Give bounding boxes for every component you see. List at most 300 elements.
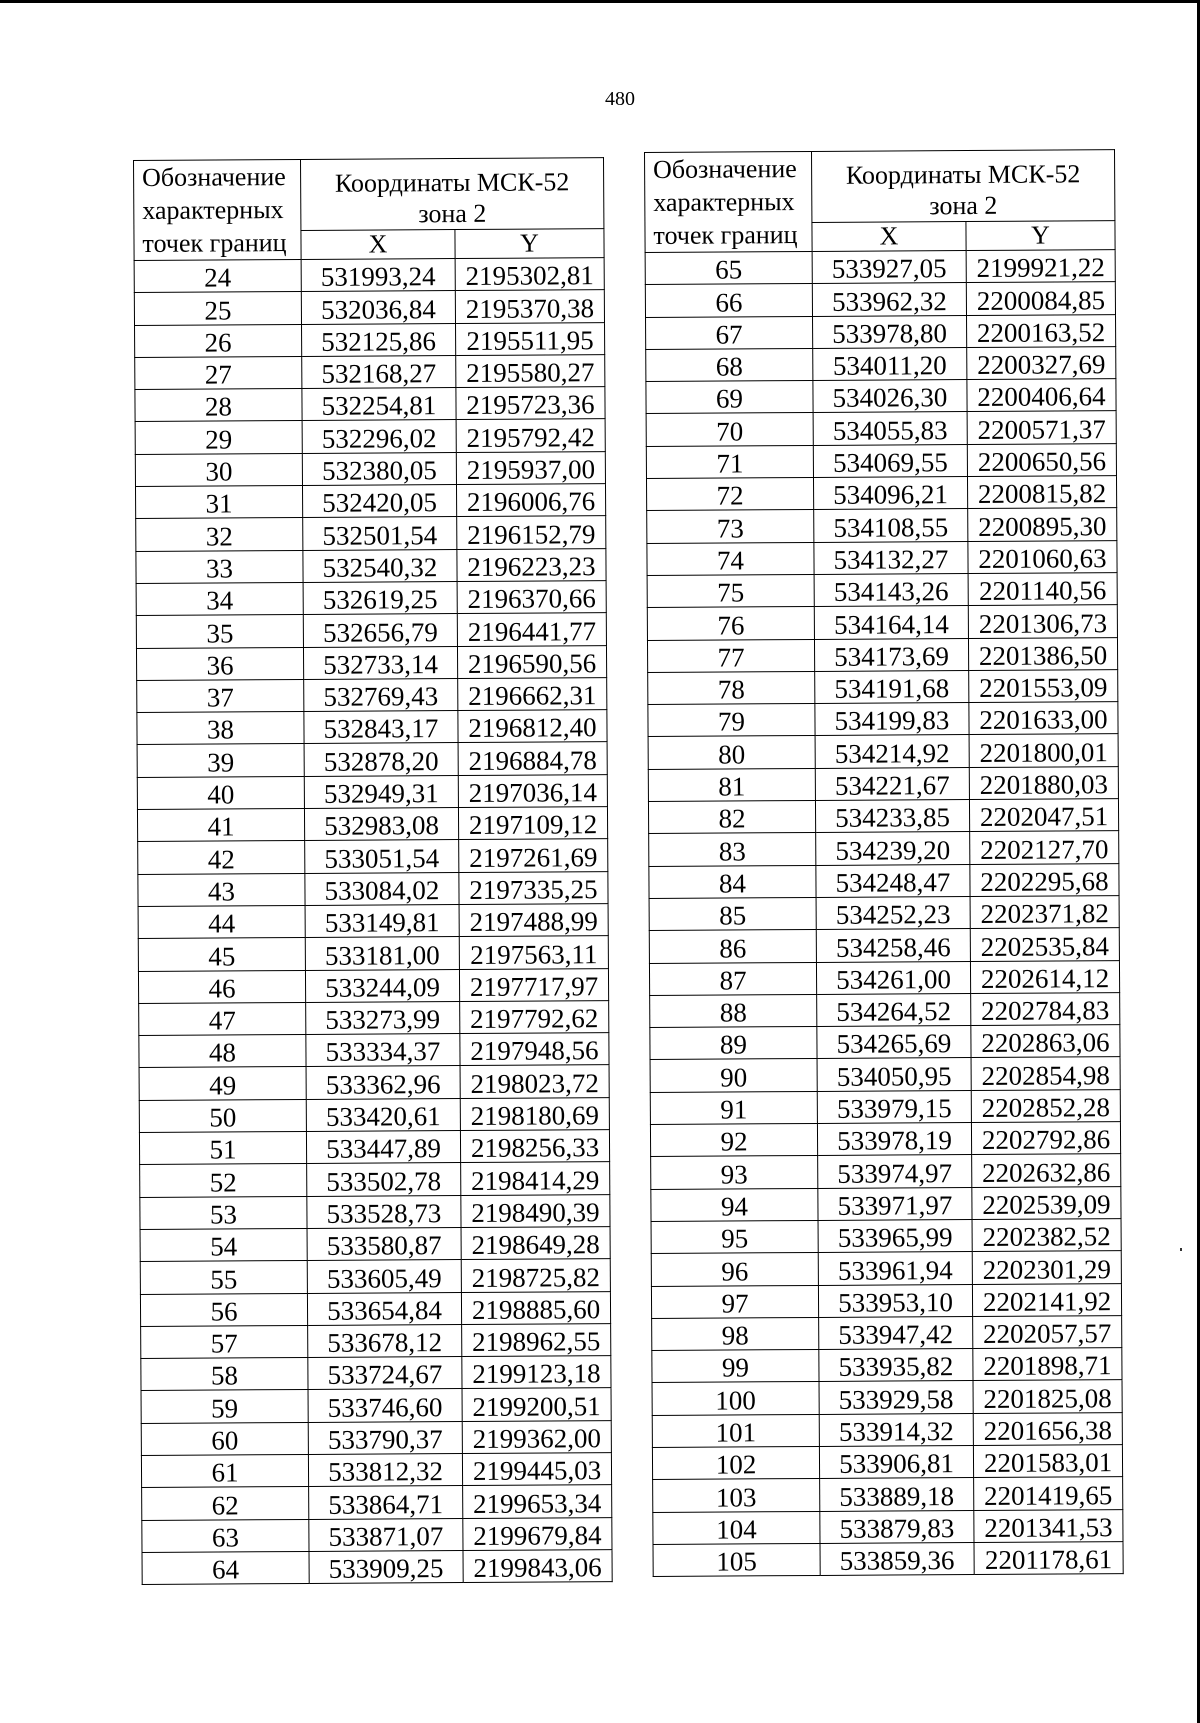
table-row xyxy=(141,1453,611,1488)
x-value-cell: 533273,99 xyxy=(306,1001,460,1034)
point-label-header xyxy=(645,151,813,252)
point-number-cell: 70 xyxy=(646,413,813,446)
y-value-cell: 2195580,27 xyxy=(456,355,605,388)
y-value-cell: 2201898,71 xyxy=(973,1348,1122,1381)
point-number-cell: 104 xyxy=(653,1511,820,1544)
x-value-cell: 532540,32 xyxy=(303,549,457,582)
table-row xyxy=(140,1291,610,1326)
point-number-cell: 44 xyxy=(138,905,305,938)
table-row xyxy=(647,637,1117,672)
y-value-cell: 2198725,82 xyxy=(461,1259,610,1292)
y-value-cell: 2198180,69 xyxy=(460,1097,609,1130)
table-row xyxy=(646,314,1116,349)
point-number-cell: 37 xyxy=(137,679,304,712)
x-column-header: X xyxy=(301,230,455,260)
x-value-cell: 534143,26 xyxy=(814,573,968,606)
point-number-cell: 90 xyxy=(650,1059,817,1092)
y-value-cell: 2202863,06 xyxy=(971,1025,1120,1058)
x-value-cell: 533965,99 xyxy=(818,1219,972,1252)
table-row xyxy=(136,548,606,583)
point-number-cell: 88 xyxy=(650,994,817,1027)
x-value-cell: 533947,42 xyxy=(819,1316,973,1349)
x-value-cell: 533528,73 xyxy=(307,1195,461,1228)
table-row xyxy=(649,863,1119,898)
x-value-cell: 534173,69 xyxy=(814,638,968,671)
y-value-cell: 2202371,82 xyxy=(970,896,1119,929)
y-value-cell: 2202614,12 xyxy=(970,960,1119,993)
point-number-cell: 57 xyxy=(141,1325,308,1358)
y-value-cell: 2198490,39 xyxy=(461,1194,610,1227)
point-number-cell: 27 xyxy=(135,356,302,389)
y-value-cell: 2195302,81 xyxy=(455,258,604,291)
table-row xyxy=(649,831,1119,866)
table-row xyxy=(652,1315,1122,1350)
y-value-cell: 2197261,69 xyxy=(459,839,608,872)
point-number-cell: 91 xyxy=(650,1091,817,1124)
y-value-cell: 2198023,72 xyxy=(460,1065,609,1098)
table-row xyxy=(138,968,608,1003)
point-number-cell: 64 xyxy=(142,1551,309,1584)
x-value-cell: 533879,83 xyxy=(820,1510,974,1543)
x-value-cell: 533654,84 xyxy=(307,1292,461,1325)
table-row xyxy=(141,1420,611,1455)
x-value-cell: 534258,46 xyxy=(816,929,970,962)
point-number-cell: 97 xyxy=(651,1285,818,1318)
table-row xyxy=(135,355,605,390)
table-row xyxy=(134,258,604,293)
point-number-cell: 79 xyxy=(648,704,815,737)
y-value-cell: 2196812,40 xyxy=(458,710,607,743)
x-value-cell: 533961,94 xyxy=(818,1252,972,1285)
x-value-cell: 532843,17 xyxy=(304,711,458,744)
coords-title-header xyxy=(811,150,1114,223)
point-number-cell: 86 xyxy=(649,930,816,963)
x-value-cell: 533790,37 xyxy=(308,1421,462,1454)
y-value-cell: 2195723,36 xyxy=(456,387,605,420)
x-value-cell: 534132,27 xyxy=(814,541,968,574)
y-value-cell: 2196441,77 xyxy=(457,613,606,646)
x-value-cell: 533244,09 xyxy=(305,969,459,1002)
point-number-cell: 45 xyxy=(138,938,305,971)
x-value-cell: 533084,02 xyxy=(305,872,459,905)
x-value-cell: 532501,54 xyxy=(303,517,457,550)
point-number-cell: 94 xyxy=(651,1188,818,1221)
x-value-cell: 533746,60 xyxy=(308,1389,462,1422)
table-row xyxy=(140,1194,610,1229)
point-number-cell: 31 xyxy=(135,486,302,519)
y-value-cell: 2202792,86 xyxy=(971,1122,1120,1155)
x-value-cell: 534096,21 xyxy=(813,477,967,510)
coords-title-line-1: Координаты МСК-52 xyxy=(845,159,1081,190)
x-value-cell: 533978,19 xyxy=(817,1123,971,1156)
point-number-cell: 34 xyxy=(136,582,303,615)
y-value-cell: 2195792,42 xyxy=(456,419,605,452)
y-value-cell: 2197036,14 xyxy=(458,774,607,807)
y-value-cell: 2199123,18 xyxy=(462,1356,611,1389)
table-row xyxy=(653,1477,1123,1512)
table-row xyxy=(652,1412,1122,1447)
point-number-cell: 81 xyxy=(648,768,815,801)
y-value-cell: 2201800,01 xyxy=(969,734,1118,767)
point-number-cell: 24 xyxy=(134,259,301,292)
x-value-cell: 532420,05 xyxy=(302,485,456,518)
table-row xyxy=(647,540,1117,575)
x-value-cell: 531993,24 xyxy=(301,259,455,292)
y-value-cell: 2197335,25 xyxy=(459,871,608,904)
y-value-cell: 2197792,62 xyxy=(460,1000,609,1033)
table-row xyxy=(135,387,605,422)
point-number-cell: 28 xyxy=(135,389,302,422)
y-value-cell: 2195937,00 xyxy=(456,451,605,484)
table-row xyxy=(136,516,606,551)
point-number-cell: 40 xyxy=(137,776,304,809)
table-row xyxy=(135,451,605,486)
x-value-cell: 534199,83 xyxy=(815,703,969,736)
point-number-cell: 83 xyxy=(649,833,816,866)
x-value-cell: 534108,55 xyxy=(814,509,968,542)
y-value-cell: 2198885,60 xyxy=(461,1291,610,1324)
point-number-cell: 52 xyxy=(140,1164,307,1197)
point-number-cell: 72 xyxy=(646,478,813,511)
y-value-cell: 2200163,52 xyxy=(967,314,1116,347)
point-number-cell: 65 xyxy=(645,251,812,284)
x-value-cell: 534233,85 xyxy=(815,800,969,833)
table-row xyxy=(652,1380,1122,1415)
y-value-cell: 2195370,38 xyxy=(455,290,604,323)
point-number-cell: 98 xyxy=(652,1317,819,1350)
table-row xyxy=(651,1154,1121,1189)
point-number-cell: 38 xyxy=(137,712,304,745)
point-number-cell: 78 xyxy=(648,671,815,704)
x-value-cell: 533971,97 xyxy=(818,1187,972,1220)
table-row xyxy=(136,581,606,616)
y-value-cell: 2197563,11 xyxy=(459,936,608,969)
x-value-cell: 532656,79 xyxy=(303,614,457,647)
coordinates-table-left xyxy=(133,157,613,1585)
y-value-cell: 2196152,79 xyxy=(457,516,606,549)
x-value-cell: 533362,96 xyxy=(306,1066,460,1099)
x-value-cell: 533859,36 xyxy=(820,1542,974,1575)
x-value-cell: 533502,78 xyxy=(307,1163,461,1196)
table-row xyxy=(137,710,607,745)
y-value-cell: 2202852,28 xyxy=(971,1089,1120,1122)
point-number-cell: 87 xyxy=(649,962,816,995)
table-row xyxy=(653,1509,1123,1544)
table-row xyxy=(648,734,1118,769)
x-value-cell: 533978,80 xyxy=(813,315,967,348)
y-value-cell: 2202057,57 xyxy=(973,1315,1122,1348)
coords-title-header xyxy=(300,158,603,231)
table-row xyxy=(645,250,1115,285)
x-value-cell: 532878,20 xyxy=(304,743,458,776)
table-row xyxy=(647,508,1117,543)
table-row xyxy=(653,1541,1123,1576)
table-row xyxy=(646,347,1116,382)
table-row xyxy=(652,1348,1122,1383)
x-value-cell: 533914,32 xyxy=(819,1413,973,1446)
table-row xyxy=(142,1485,612,1520)
y-value-cell: 2196884,78 xyxy=(458,742,607,775)
y-value-cell: 2200571,37 xyxy=(967,411,1116,444)
table-row xyxy=(141,1356,611,1391)
point-number-cell: 102 xyxy=(652,1446,819,1479)
y-value-cell: 2200895,30 xyxy=(968,508,1117,541)
y-value-cell: 2197717,97 xyxy=(459,968,608,1001)
x-value-cell: 534055,83 xyxy=(813,412,967,445)
point-number-cell: 36 xyxy=(136,647,303,680)
x-value-cell: 534214,92 xyxy=(815,735,969,768)
x-value-cell: 534050,95 xyxy=(817,1058,971,1091)
point-number-cell: 50 xyxy=(139,1099,306,1132)
x-value-cell: 533678,12 xyxy=(308,1324,462,1357)
table-row xyxy=(138,904,608,939)
x-value-cell: 533051,54 xyxy=(305,840,459,873)
point-number-cell: 69 xyxy=(646,381,813,414)
point-number-cell: 32 xyxy=(136,518,303,551)
x-column-header: X xyxy=(812,222,966,252)
x-value-cell: 532619,25 xyxy=(303,581,457,614)
y-value-cell: 2198414,29 xyxy=(461,1162,610,1195)
point-number-cell: 73 xyxy=(647,510,814,543)
table-row xyxy=(648,702,1118,737)
y-value-cell: 2200650,56 xyxy=(967,443,1116,476)
point-number-cell: 96 xyxy=(651,1253,818,1286)
x-value-cell: 534026,30 xyxy=(813,380,967,413)
point-number-cell: 58 xyxy=(141,1358,308,1391)
point-label-line-1: Обозначение xyxy=(142,162,286,192)
y-value-cell: 2202127,70 xyxy=(970,831,1119,864)
x-value-cell: 533334,37 xyxy=(306,1034,460,1067)
table-row xyxy=(139,1130,609,1165)
y-value-cell: 2197488,99 xyxy=(459,904,608,937)
y-value-cell: 2201825,08 xyxy=(973,1380,1122,1413)
point-number-cell: 51 xyxy=(139,1131,306,1164)
x-value-cell: 533580,87 xyxy=(307,1227,461,1260)
point-number-cell: 49 xyxy=(139,1067,306,1100)
y-value-cell: 2201306,73 xyxy=(968,605,1117,638)
y-value-cell: 2195511,95 xyxy=(456,322,605,355)
x-value-cell: 533724,67 xyxy=(308,1357,462,1390)
table-row xyxy=(649,928,1119,963)
x-value-cell: 533974,97 xyxy=(818,1155,972,1188)
x-value-cell: 533953,10 xyxy=(818,1284,972,1317)
x-value-cell: 532949,31 xyxy=(304,775,458,808)
x-value-cell: 534191,68 xyxy=(815,670,969,703)
coords-title-line-2: зона 2 xyxy=(418,198,487,229)
point-number-cell: 29 xyxy=(135,421,302,454)
y-value-cell: 2201386,50 xyxy=(968,637,1117,670)
y-value-cell: 2202632,86 xyxy=(972,1154,1121,1187)
table-row xyxy=(645,282,1115,317)
y-value-cell: 2200084,85 xyxy=(966,282,1115,315)
x-value-cell: 532254,81 xyxy=(302,388,456,421)
coords-title-line-2: зона 2 xyxy=(929,190,998,221)
table-row xyxy=(141,1388,611,1423)
scan-speck xyxy=(1180,1248,1182,1251)
table-row xyxy=(652,1445,1122,1480)
x-value-cell: 533889,18 xyxy=(820,1478,974,1511)
x-value-cell: 532125,86 xyxy=(302,323,456,356)
y-value-cell: 2198962,55 xyxy=(462,1323,611,1356)
y-value-cell: 2200406,64 xyxy=(967,379,1116,412)
point-number-cell: 35 xyxy=(136,615,303,648)
x-value-cell: 534239,20 xyxy=(816,832,970,865)
y-value-cell: 2201656,38 xyxy=(973,1412,1122,1445)
point-number-cell: 103 xyxy=(653,1479,820,1512)
x-value-cell: 532296,02 xyxy=(302,420,456,453)
table-row xyxy=(139,1097,609,1132)
table-row xyxy=(142,1549,612,1584)
table-row xyxy=(136,613,606,648)
x-value-cell: 533871,07 xyxy=(309,1518,463,1551)
y-value-cell: 2200327,69 xyxy=(967,347,1116,380)
x-value-cell: 533447,89 xyxy=(306,1131,460,1164)
table-row xyxy=(650,1089,1120,1124)
point-number-cell: 42 xyxy=(138,841,305,874)
y-value-cell: 2202854,98 xyxy=(971,1057,1120,1090)
y-value-cell: 2200815,82 xyxy=(967,476,1116,509)
table-row xyxy=(651,1219,1121,1254)
table-row xyxy=(136,645,606,680)
x-value-cell: 533935,82 xyxy=(819,1349,973,1382)
y-value-cell: 2199679,84 xyxy=(463,1517,612,1550)
y-value-cell: 2198256,33 xyxy=(460,1130,609,1163)
y-value-cell: 2197109,12 xyxy=(458,807,607,840)
point-number-cell: 61 xyxy=(141,1454,308,1487)
point-label-line-3: точек границ xyxy=(142,228,287,258)
table-row xyxy=(650,1025,1120,1060)
table-row xyxy=(650,992,1120,1027)
point-number-cell: 62 xyxy=(142,1487,309,1520)
y-value-cell: 2199200,51 xyxy=(462,1388,611,1421)
point-number-cell: 54 xyxy=(140,1228,307,1261)
table-row xyxy=(134,290,604,325)
page-number: 480 xyxy=(605,88,635,110)
table-row xyxy=(651,1283,1121,1318)
x-value-cell: 534248,47 xyxy=(816,864,970,897)
x-value-cell: 533979,15 xyxy=(817,1090,971,1123)
table-row xyxy=(137,677,607,712)
x-value-cell: 534261,00 xyxy=(816,961,970,994)
y-value-cell: 2196662,31 xyxy=(458,677,607,710)
y-value-cell: 2196370,66 xyxy=(457,581,606,614)
point-number-cell: 89 xyxy=(650,1027,817,1060)
point-label-line-2: характерных xyxy=(653,187,795,217)
y-value-cell: 2196590,56 xyxy=(457,645,606,678)
table-row xyxy=(647,573,1117,608)
table-row xyxy=(651,1251,1121,1286)
coords-title-line-1: Координаты МСК-52 xyxy=(334,167,570,198)
y-value-cell: 2201553,09 xyxy=(969,669,1118,702)
y-value-cell: 2202141,92 xyxy=(972,1283,1121,1316)
point-number-cell: 105 xyxy=(653,1543,820,1576)
point-number-cell: 75 xyxy=(647,574,814,607)
table-row xyxy=(650,1122,1120,1157)
x-value-cell: 534221,67 xyxy=(815,767,969,800)
point-number-cell: 71 xyxy=(646,445,813,478)
y-value-cell: 2201880,03 xyxy=(969,766,1118,799)
x-value-cell: 533909,25 xyxy=(309,1550,463,1583)
point-label-header xyxy=(134,159,302,260)
x-value-cell: 533812,32 xyxy=(308,1453,462,1486)
point-number-cell: 92 xyxy=(650,1123,817,1156)
table-row xyxy=(651,1186,1121,1221)
x-value-cell: 534264,52 xyxy=(817,993,971,1026)
point-label-line-3: точек границ xyxy=(653,220,798,250)
point-number-cell: 82 xyxy=(648,801,815,834)
x-value-cell: 532769,43 xyxy=(304,678,458,711)
table-row xyxy=(135,484,605,519)
table-row xyxy=(135,322,605,357)
table-row xyxy=(138,839,608,874)
y-value-cell: 2201140,56 xyxy=(968,573,1117,606)
point-number-cell: 66 xyxy=(645,284,812,317)
y-value-cell: 2201178,61 xyxy=(974,1541,1123,1574)
y-value-cell: 2202784,83 xyxy=(971,992,1120,1025)
table-row xyxy=(649,896,1119,931)
point-number-cell: 100 xyxy=(652,1382,819,1415)
x-value-cell: 532983,08 xyxy=(304,808,458,841)
table-row xyxy=(649,960,1119,995)
point-number-cell: 56 xyxy=(140,1293,307,1326)
x-value-cell: 532733,14 xyxy=(303,646,457,679)
table-row xyxy=(647,605,1117,640)
point-number-cell: 95 xyxy=(651,1220,818,1253)
point-number-cell: 77 xyxy=(647,639,814,672)
x-value-cell: 534252,23 xyxy=(816,896,970,929)
y-value-cell: 2202047,51 xyxy=(969,799,1118,832)
point-number-cell: 33 xyxy=(136,550,303,583)
point-number-cell: 60 xyxy=(141,1422,308,1455)
table-row xyxy=(139,1065,609,1100)
y-value-cell: 2199921,22 xyxy=(966,250,1115,283)
coordinates-table-right xyxy=(644,149,1124,1577)
point-number-cell: 63 xyxy=(142,1519,309,1552)
point-number-cell: 47 xyxy=(139,1002,306,1035)
y-value-cell: 2201633,00 xyxy=(969,702,1118,735)
point-number-cell: 39 xyxy=(137,744,304,777)
table-row xyxy=(140,1227,610,1262)
point-number-cell: 43 xyxy=(138,873,305,906)
y-value-cell: 2199843,06 xyxy=(463,1549,612,1582)
y-column-header: Y xyxy=(966,221,1115,251)
table-row xyxy=(140,1162,610,1197)
point-number-cell: 84 xyxy=(649,865,816,898)
x-value-cell: 532168,27 xyxy=(302,355,456,388)
table-row xyxy=(646,411,1116,446)
table-row xyxy=(138,936,608,971)
x-value-cell: 532036,84 xyxy=(301,291,455,324)
y-value-cell: 2202382,52 xyxy=(972,1219,1121,1252)
x-value-cell: 533906,81 xyxy=(819,1445,973,1478)
y-value-cell: 2197948,56 xyxy=(460,1033,609,1066)
point-number-cell: 41 xyxy=(137,809,304,842)
x-value-cell: 533149,81 xyxy=(305,904,459,937)
x-value-cell: 533962,32 xyxy=(812,283,966,316)
y-value-cell: 2201060,63 xyxy=(968,540,1117,573)
table-row xyxy=(139,1000,609,1035)
x-value-cell: 533864,71 xyxy=(309,1486,463,1519)
x-value-cell: 533420,61 xyxy=(306,1098,460,1131)
point-number-cell: 48 xyxy=(139,1035,306,1068)
y-value-cell: 2201583,01 xyxy=(973,1445,1122,1478)
table-row xyxy=(646,476,1116,511)
y-value-cell: 2202295,68 xyxy=(970,863,1119,896)
table-body-left xyxy=(134,258,612,1585)
x-value-cell: 534265,69 xyxy=(817,1026,971,1059)
table-body-right xyxy=(645,250,1123,1577)
point-label-line-1: Обозначение xyxy=(653,154,797,184)
